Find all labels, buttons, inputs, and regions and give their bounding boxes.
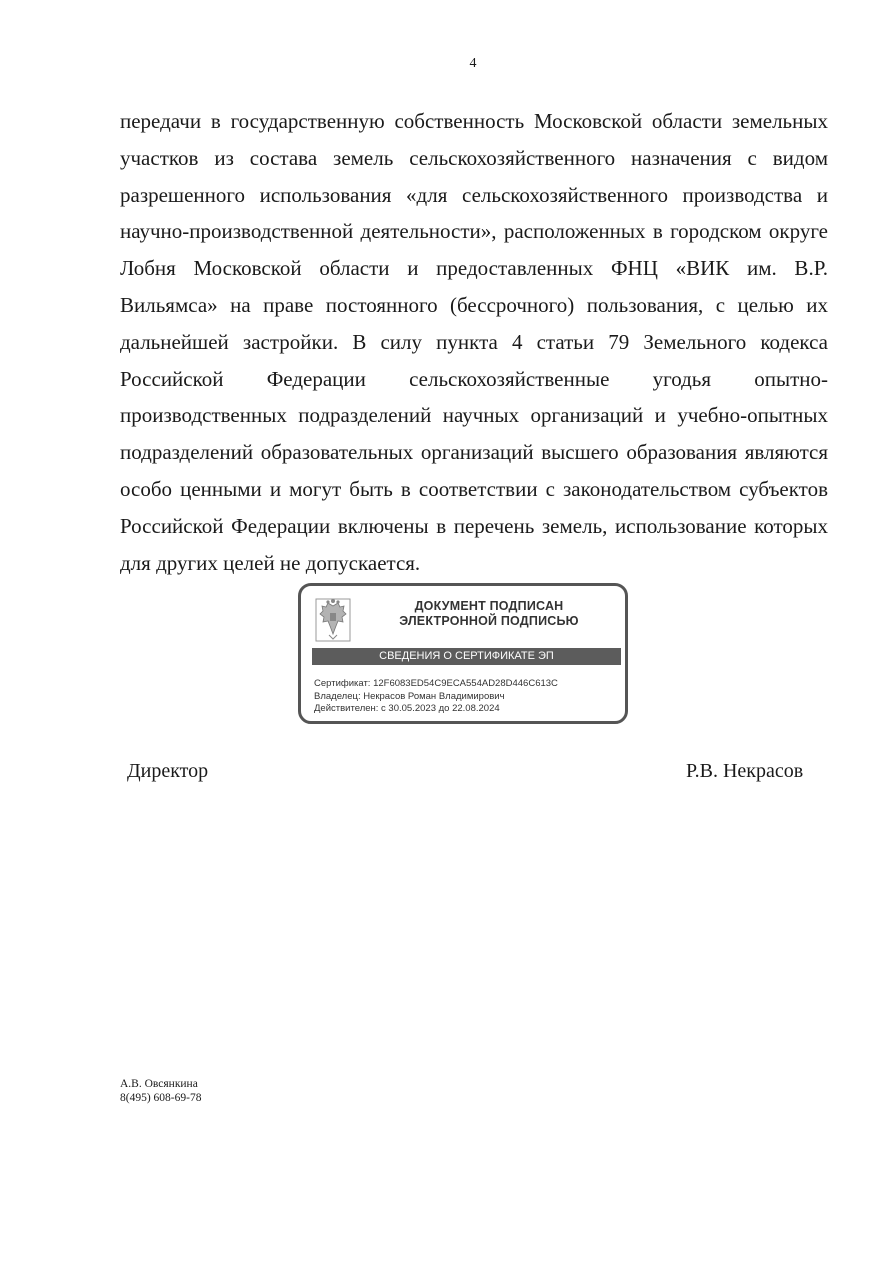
signer-position: Директор [127, 760, 209, 782]
stamp-owner: Владелец: Некрасов Роман Владимирович [314, 690, 505, 702]
executor-name: А.В. Овсянкина [120, 1078, 198, 1090]
stamp-certificate-header: СВЕДЕНИЯ О СЕРТИФИКАТЕ ЭП [312, 648, 621, 665]
stamp-title [361, 599, 617, 629]
signer-name: Р.В. Некрасов [686, 760, 804, 782]
russian-coat-of-arms-icon [315, 598, 351, 642]
stamp-title-line2: ЭЛЕКТРОННОЙ ПОДПИСЬЮ [399, 614, 579, 628]
stamp-certificate-details [314, 678, 624, 716]
body-paragraph: передачи в государственную собственность Московской области земельных участков из состава земель сельскохозяйственного назначения с видом разрешенного использования «для сельскохозяйственного производства и научно-производственной деятельности», расположенных в городском округе Лобня Московской области и предоставленных ФНЦ «ВИК им. В.Р. Вильямса» на праве постоянного (бессрочного) пользования, с целью их дальнейшей застройки. В силу пункта 4 статьи 79 Земельного кодекса Российской Федерации сельскохозяйственные угодья опытно-производственных подразделений научных организаций и учебно-опытных подразделений образовательных организаций высшего образования являются особо ценными и могут быть в соответствии с законодательством субъектов Российской Федерации включены в перечень земель, использование которых для других целей не допускается. [120, 109, 828, 575]
stamp-validity: Действителен: с 30.05.2023 до 22.08.2024 [314, 703, 500, 714]
stamp-certificate-number: Сертификат: 12F6083ED54C9ECA554AD28D446C613C [314, 678, 558, 689]
executor-info [120, 1077, 201, 1105]
stamp-title-line1: ДОКУМЕНТ ПОДПИСАН [414, 599, 564, 613]
electronic-signature-stamp [298, 583, 628, 724]
executor-phone: 8(495) 608-69-78 [120, 1092, 202, 1104]
page-number: 4 [469, 56, 477, 71]
